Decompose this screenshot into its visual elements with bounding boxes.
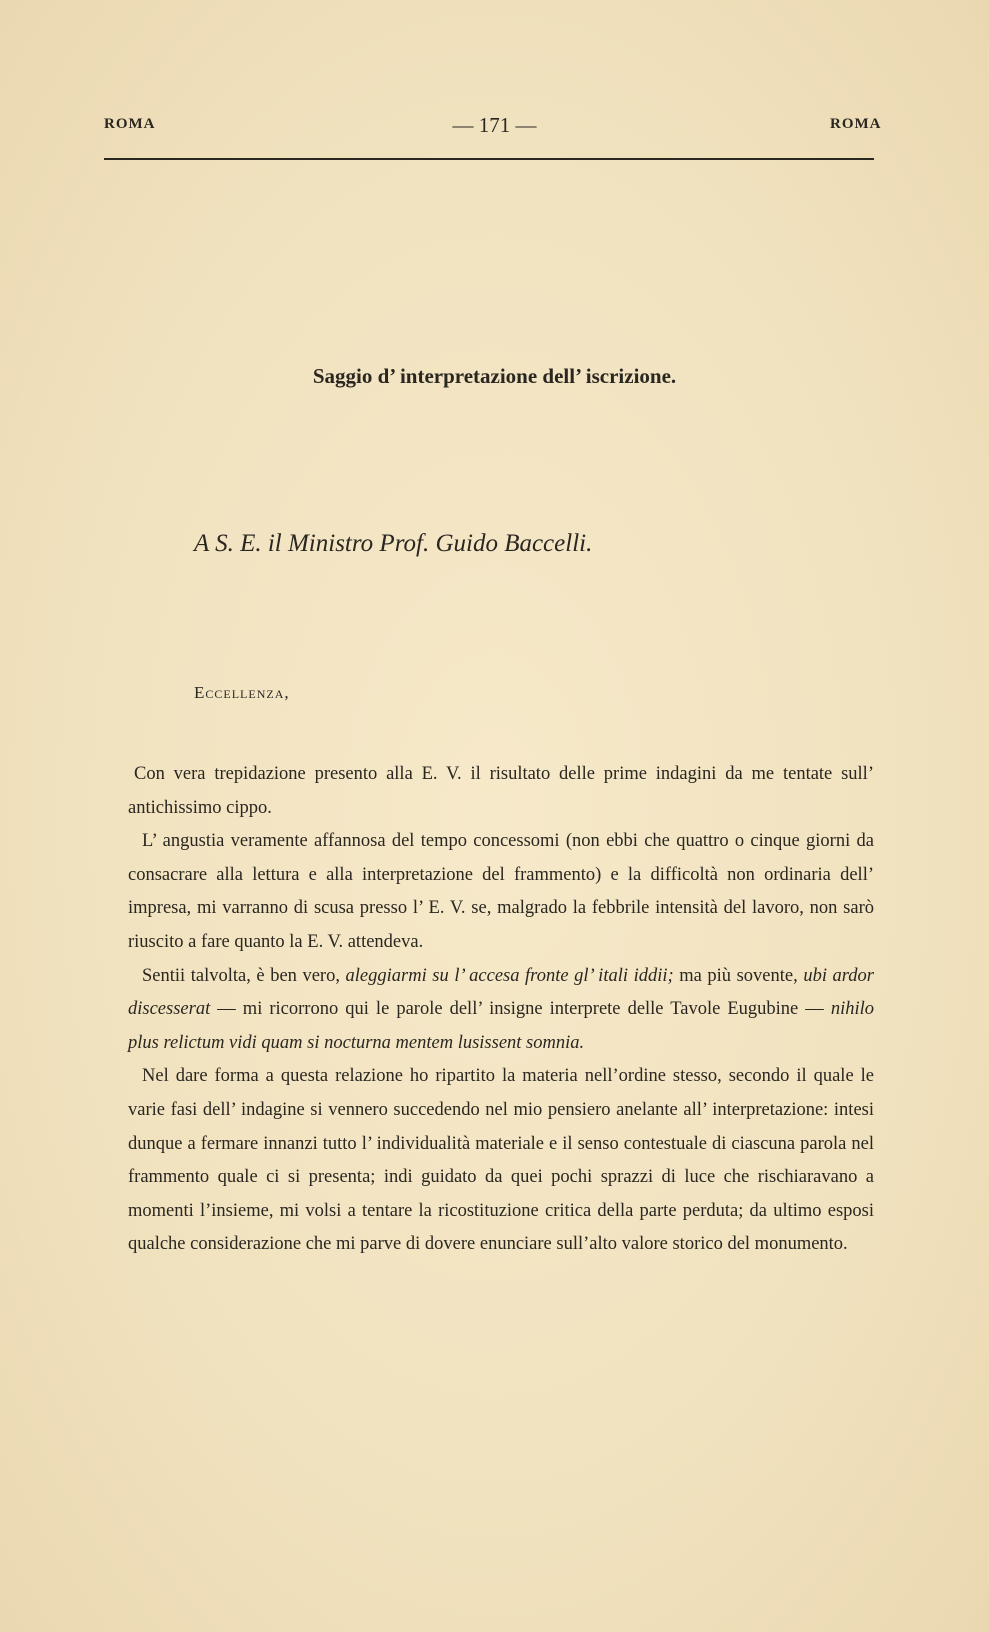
page-number: — 171 — — [452, 113, 537, 137]
running-header-left: ROMA — [104, 116, 156, 132]
paragraph-3-text-a: Sentii talvolta, è ben vero, — [142, 965, 346, 986]
dedication: A S. E. il Ministro Prof. Guido Baccelli. — [194, 530, 593, 557]
paragraph-3-text-e: — mi ricorrono qui le parole dell’ insigne interprete delle Tavole Eugubine — — [210, 999, 831, 1020]
running-header-right: ROMA — [830, 116, 882, 132]
section-title: Saggio d’ interpretazione dell’ iscrizione. — [312, 364, 677, 388]
paragraph-3-quote-1: aleggiarmi su l’ accesa fronte gl’ itali iddii; — [345, 965, 674, 986]
paragraph-1: Con vera trepidazione presento alla E. V. il risultato delle prime indagini da me tentate sull’ antichissimo cippo. — [128, 764, 874, 818]
paragraph-3 — [128, 960, 874, 1061]
paragraph-3-text-c: ma più sovente, — [673, 965, 804, 986]
paragraph-3-quote-3: nihilo plus relictum vidi quam si nocturna mentem lusissent somnia. — [128, 999, 874, 1053]
salutation: Eccellenza, — [194, 683, 290, 702]
paragraph-4: Nel dare forma a questa relazione ho ripartito la materia nell’ordine stesso, secondo il quale le varie fasi dell’ indagine si vennero succedendo nel mio pensiero anelante all’ interpretazione: intesi dunque a fermare innanzi tutto l’ individualità materiale e il senso contestuale di ciascuna parola nel frammento quale ci si presenta; indi guidato da quei pochi sprazzi di luce che rischiaravano a momenti l’insieme, mi volsi a tentare la ricostituzione critica della parte perduta; da ultimo esposi qualche considerazione che mi parve di dovere enunciare sull’alto valore storico del monumento. — [128, 1066, 874, 1255]
header-rule — [104, 158, 874, 160]
body-text — [128, 758, 874, 1262]
paragraph-3-quote-2: ubi ardor discesserat — [128, 965, 874, 1020]
paragraph-2: L’ angustia veramente affannosa del tempo concessomi (non ebbi che quattro o cinque giorni da consacrare alla lettura e alla interpretazione del frammento) e la difficoltà non ordinaria dell’ impresa, mi varranno di scusa presso l’ E. V. se, malgrado la febbrile intensità del lavoro, non sarò riuscito a fare quanto la E. V. attendeva. — [128, 831, 874, 952]
